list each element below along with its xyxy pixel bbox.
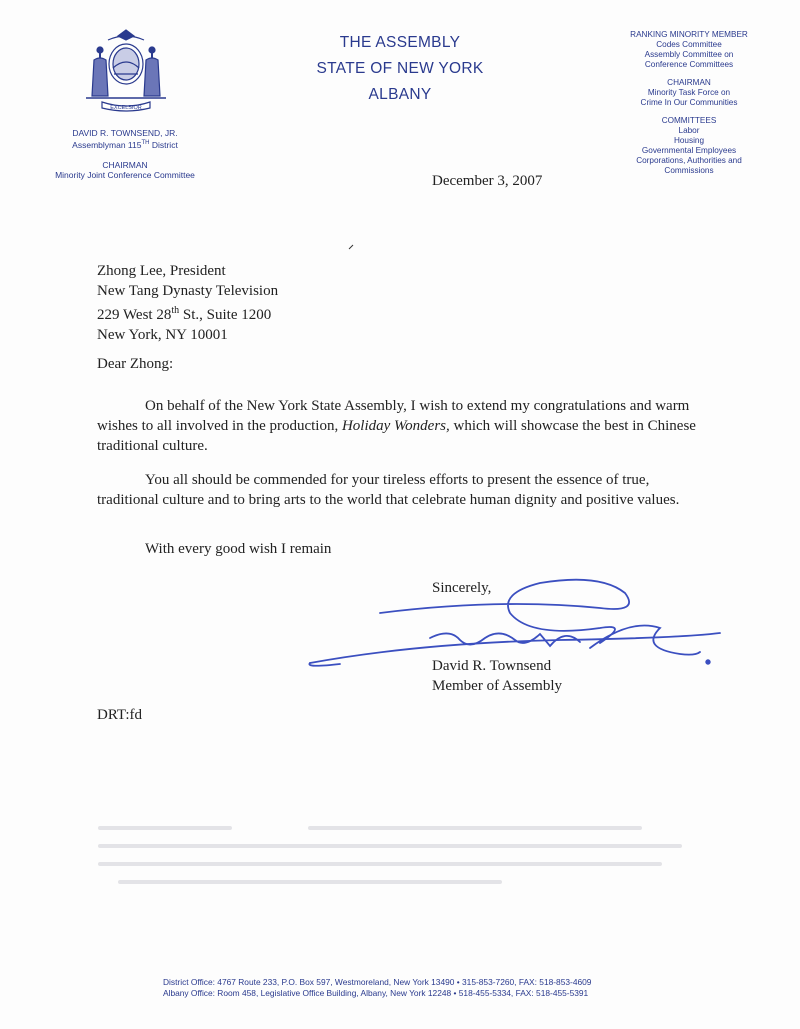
albany-office-address: Albany Office: Room 458, Legislative Office Building, Albany, New York 12248 • 518-455-5334, FAX: 518-455-5391 <box>163 988 589 998</box>
sign-off: Sincerely, <box>432 580 492 596</box>
masthead <box>290 30 510 108</box>
right-chair-item: Crime In Our Communities <box>640 98 738 107</box>
seal-motto: EXCELSIOR <box>110 105 142 111</box>
closing-wish: With every good wish I remain <box>145 541 332 557</box>
member-name: DAVID R. TOWNSEND, JR. <box>72 128 178 138</box>
signer-name: David R. Townsend <box>432 658 552 674</box>
committee-item: Housing <box>673 136 705 145</box>
recipient-address <box>97 262 278 345</box>
ranking-item: Assembly Committee on <box>644 50 734 59</box>
chair-heading: CHAIRMAN <box>102 159 148 170</box>
ranking-item: Codes Committee <box>656 40 722 49</box>
recipient-street: 229 West 28th St., Suite 1200 <box>97 305 272 323</box>
signer-title: Member of Assembly <box>432 678 562 694</box>
recipient-name: Zhong Lee, President <box>97 263 226 279</box>
member-district: Assemblyman 115TH District <box>72 139 178 150</box>
masthead-line-1: THE ASSEMBLY <box>339 34 461 51</box>
committee-item: Corporations, Authorities and <box>636 156 742 165</box>
signer-block <box>432 656 562 696</box>
new-york-state-seal-icon <box>78 26 174 116</box>
letter-date: December 3, 2007 <box>432 173 543 189</box>
footer-offices <box>163 977 723 999</box>
committee-item: Governmental Employees <box>641 146 737 155</box>
pen-mark-icon <box>348 244 354 250</box>
right-chair-item: Minority Task Force on <box>647 88 731 97</box>
production-title: Holiday Wonders, <box>341 418 450 434</box>
bleed-through-texture <box>80 818 700 888</box>
ranking-item: Conference Committees <box>644 60 734 69</box>
masthead-line-3: ALBANY <box>368 86 432 103</box>
member-info-block <box>40 128 210 180</box>
body-paragraph-2: You all should be commended for your tireless efforts to present the essence of true, traditional culture and to bring arts to the world that celebrate human dignity and positive values. <box>97 472 680 508</box>
body-paragraph-1: On behalf of the New York State Assembly, I wish to extend my congratulations and warm wishes to all involved in the production, Holiday Wonders, which will showcase the best in Chinese traditional culture. <box>97 398 696 454</box>
chair-role: Minority Joint Conference Committee <box>55 169 195 180</box>
district-office-address: District Office: 4767 Route 233, P.O. Box 597, Westmoreland, New York 13490 • 315-853-7260, FAX: 518-853-4609 <box>163 977 592 987</box>
committees-heading: COMMITTEES <box>661 116 717 125</box>
salutation: Dear Zhong: <box>97 356 174 372</box>
committee-item: Commissions <box>664 166 714 175</box>
ranking-heading: RANKING MINORITY MEMBER <box>630 30 748 39</box>
masthead-line-2: STATE OF NEW YORK <box>316 60 484 77</box>
reference-initials: DRT:fd <box>97 707 143 723</box>
right-chair-heading: CHAIRMAN <box>667 78 711 87</box>
committee-info-block <box>600 30 778 176</box>
committee-item: Labor <box>678 126 700 135</box>
recipient-city: New York, NY 10001 <box>97 326 228 343</box>
recipient-organization: New Tang Dynasty Television <box>97 282 279 299</box>
